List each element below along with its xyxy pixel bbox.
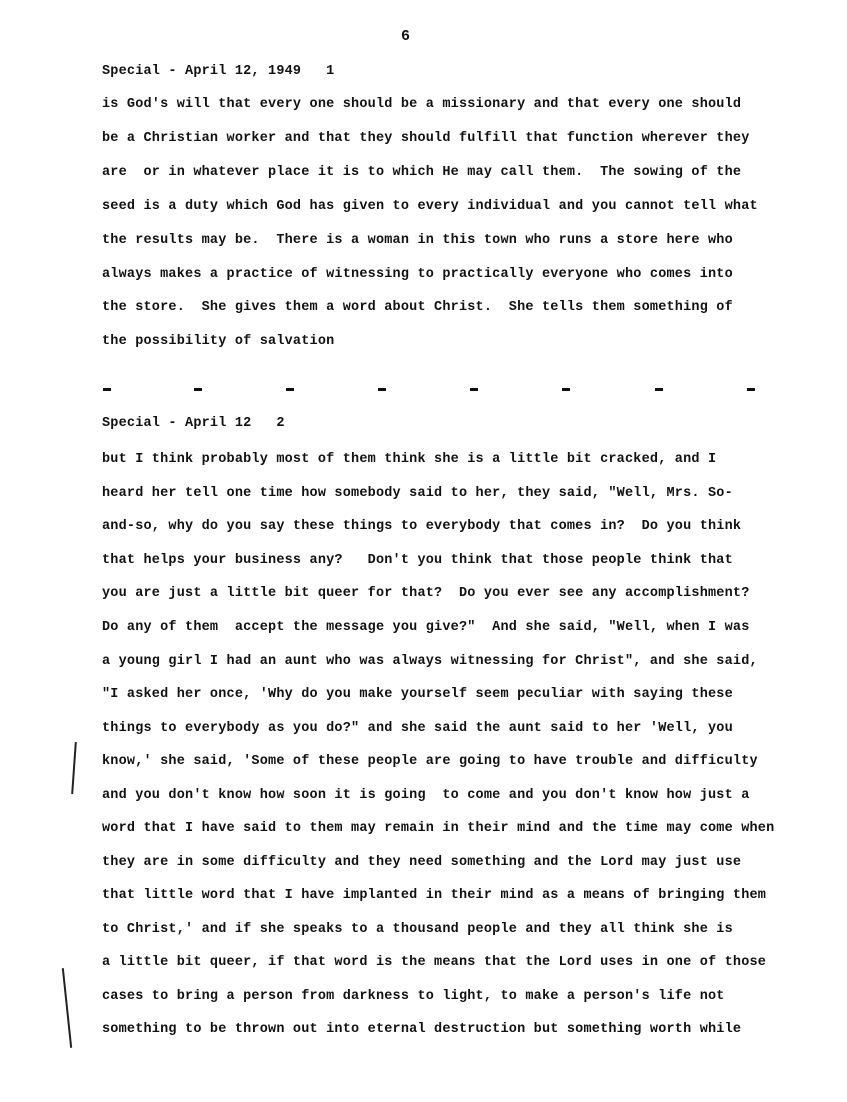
section-2-line: they are in some difficulty and they need something and the Lord may just use [102, 855, 742, 870]
section-2-line: and-so, why do you say these things to everybody that comes in? Do you think [102, 519, 742, 534]
divider-dash [655, 388, 663, 391]
section-2-line: a little bit queer, if that word is the means that the Lord uses in one of those [102, 955, 767, 970]
divider-dash [470, 388, 478, 391]
section-2-line: Do any of them accept the message you give?" And she said, "Well, when I was [102, 620, 750, 635]
section-2-line: something to be thrown out into eternal destruction but something worth while [102, 1022, 742, 1037]
section-2-line: to Christ,' and if she speaks to a thousand people and they all think she is [102, 922, 733, 937]
section-2-line: word that I have said to them may remain in their mind and the time may come when [102, 821, 775, 836]
divider-dash [747, 388, 755, 391]
section-1-line: the store. She gives them a word about Christ. She tells them something of [102, 300, 733, 315]
section-1-line: seed is a duty which God has given to every individual and you cannot tell what [102, 199, 758, 214]
section-2-line: that helps your business any? Don't you think that those people think that [102, 553, 733, 568]
section-2-line: heard her tell one time how somebody said to her, they said, "Well, Mrs. So- [102, 486, 733, 501]
divider-dash [562, 388, 570, 391]
margin-pencil-mark [71, 742, 77, 794]
section-1-line: the possibility of salvation [102, 334, 335, 349]
divider-dash [103, 388, 111, 391]
section-2-line: and you don't know how soon it is going to come and you don't know how just a [102, 788, 750, 803]
section-2-line: things to everybody as you do?" and she said the aunt said to her 'Well, you [102, 721, 733, 736]
divider-dash [194, 388, 202, 391]
section-2-line: know,' she said, 'Some of these people are going to have trouble and difficulty [102, 754, 758, 769]
section-1-line: is God's will that every one should be a missionary and that every one should [102, 97, 742, 112]
section-2-header: Special - April 12 2 [102, 416, 285, 431]
section-2-line: but I think probably most of them think she is a little bit cracked, and I [102, 452, 717, 467]
section-1-line: the results may be. There is a woman in this town who runs a store here who [102, 233, 733, 248]
page-number: 6 [401, 28, 411, 45]
section-2-line: you are just a little bit queer for that? Do you ever see any accomplishment? [102, 586, 750, 601]
divider-dash [286, 388, 294, 391]
section-2-line: cases to bring a person from darkness to light, to make a person's life not [102, 989, 725, 1004]
margin-pencil-mark [62, 968, 72, 1048]
divider-dash [378, 388, 386, 391]
section-1-line: are or in whatever place it is to which He may call them. The sowing of the [102, 165, 742, 180]
section-2-line: "I asked her once, 'Why do you make yourself seem peculiar with saying these [102, 687, 733, 702]
section-1-line: always makes a practice of witnessing to practically everyone who comes into [102, 267, 733, 282]
section-1-header: Special - April 12, 1949 1 [102, 64, 335, 79]
section-2-line: a young girl I had an aunt who was always witnessing for Christ", and she said, [102, 654, 758, 669]
section-2-line: that little word that I have implanted in their mind as a means of bringing them [102, 888, 767, 903]
section-1-line: be a Christian worker and that they should fulfill that function wherever they [102, 131, 750, 146]
